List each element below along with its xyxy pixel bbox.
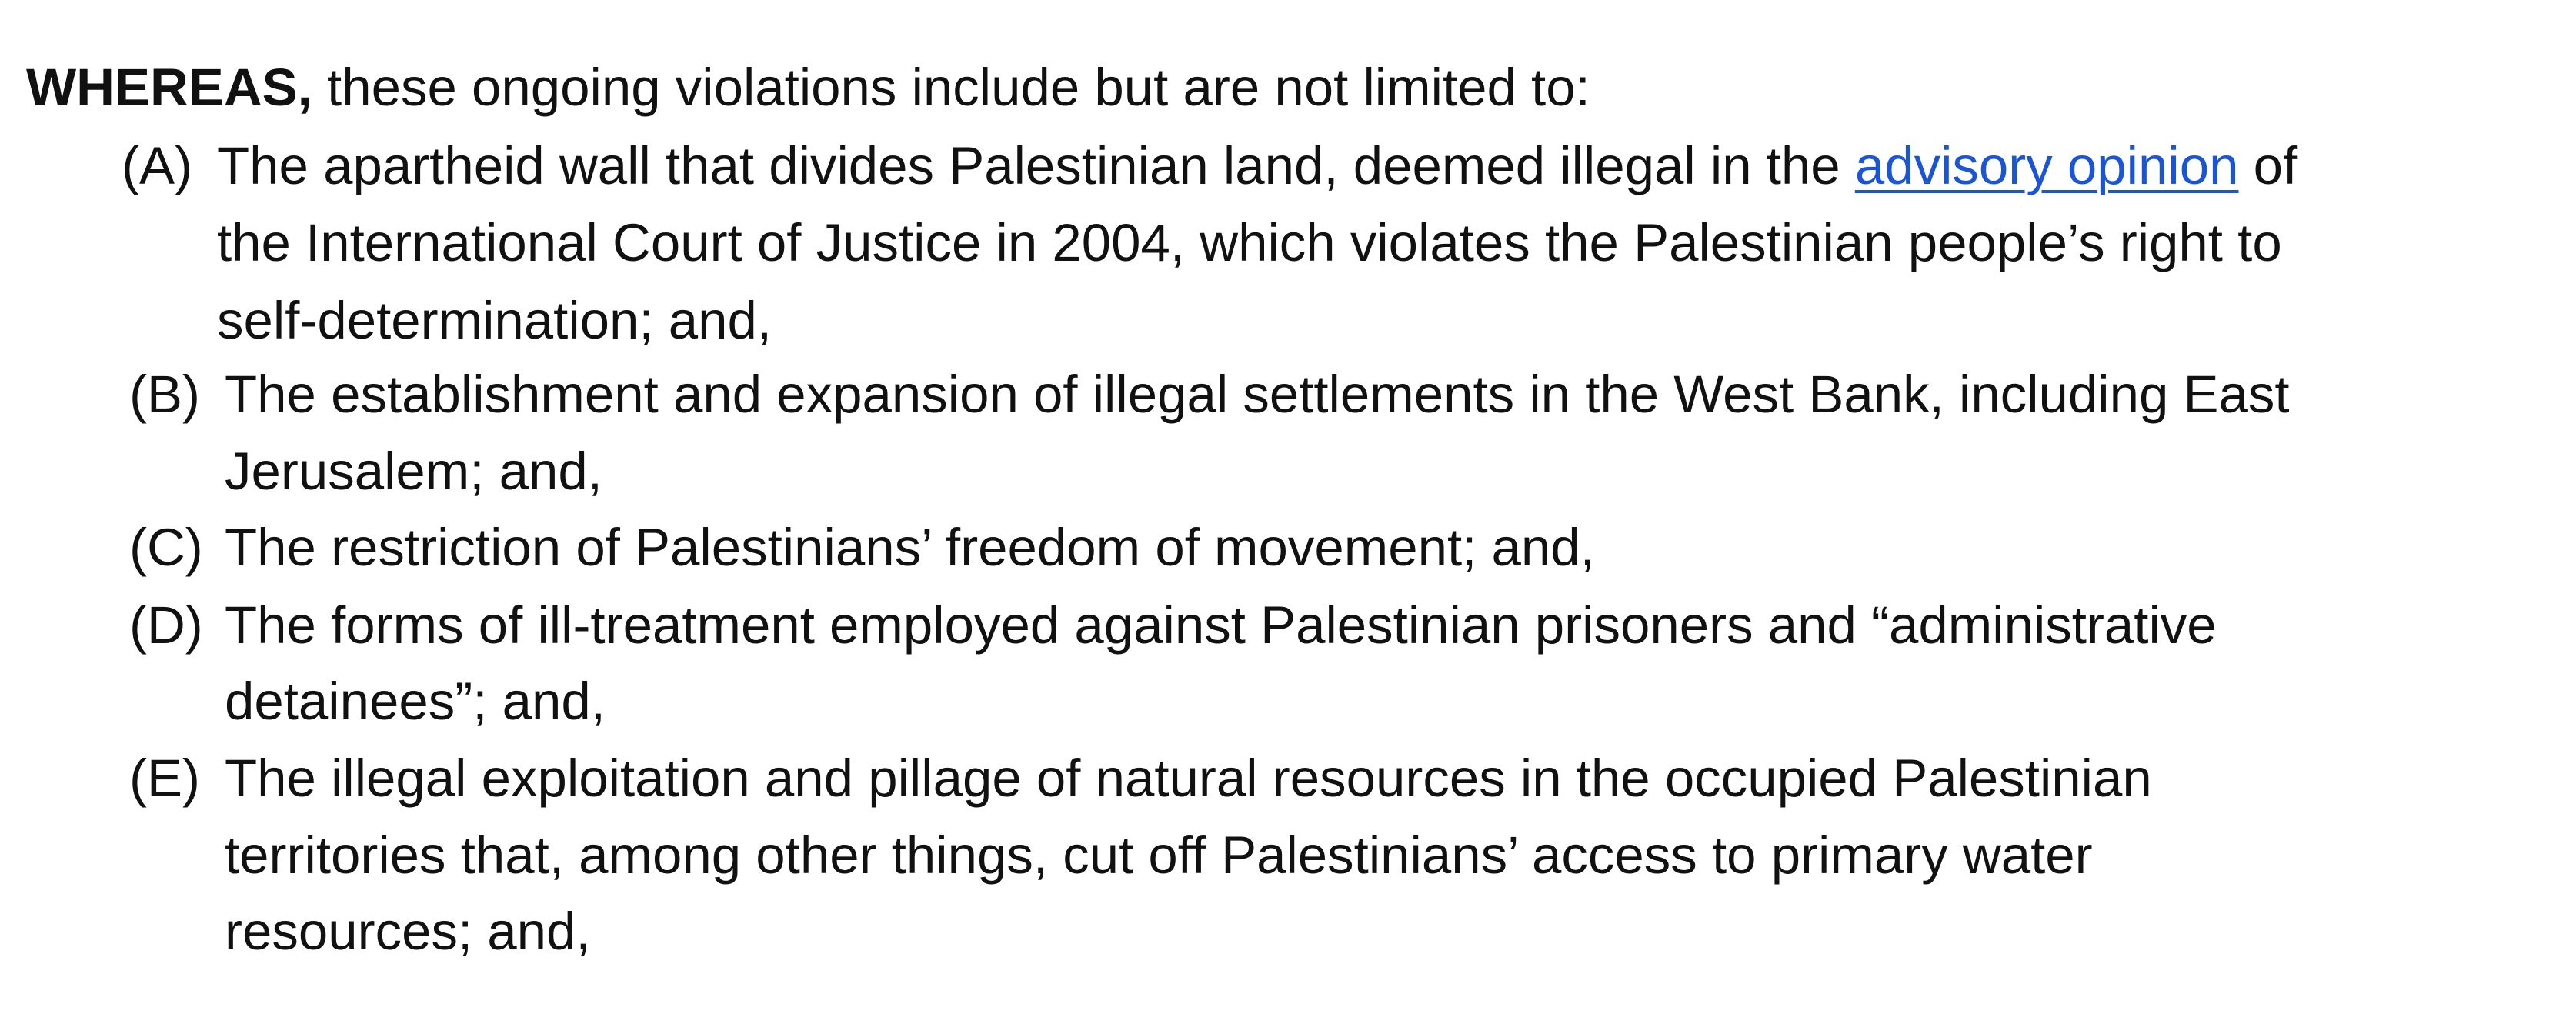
whereas-lead: WHEREAS,: [26, 58, 312, 117]
item-a-line-1: [217, 128, 2297, 205]
item-a-marker: (A): [122, 136, 192, 195]
intro-text: these ongoing violations include but are not limited to:: [312, 58, 1590, 117]
item-c-line-1: The restriction of Palestinians’ freedom of movement; and,: [225, 518, 1595, 577]
item-b-line-2: Jerusalem; and,: [225, 442, 602, 501]
item-a-text-before-link: The apartheid wall that divides Palestinian land, deemed illegal in the: [217, 136, 1855, 195]
item-d-marker: (D): [129, 595, 203, 655]
item-d-line-1: The forms of ill-treatment employed against Palestinian prisoners and “administrative: [225, 595, 2217, 655]
item-e-line-2: territories that, among other things, cut off Palestinians’ access to primary water: [225, 826, 2093, 885]
item-e-line-1: The illegal exploitation and pillage of natural resources in the occupied Palestinian: [225, 749, 2152, 808]
item-e-marker: (E): [129, 749, 200, 808]
item-d-line-2: detainees”; and,: [225, 672, 606, 731]
item-a-line-2: the International Court of Justice in 2004, which violates the Palestinian people’s right to: [217, 213, 2282, 272]
intro-paragraph: [26, 49, 1590, 126]
item-b-line-1: The establishment and expansion of illegal settlements in the West Bank, including East: [225, 365, 2290, 424]
item-a-text-after-link: of: [2238, 136, 2298, 195]
item-b-marker: (B): [129, 365, 200, 424]
item-a-line-3: self-determination; and,: [217, 291, 772, 350]
item-e-line-3: resources; and,: [225, 902, 591, 961]
item-c-marker: (C): [129, 518, 203, 577]
advisory-opinion-link[interactable]: advisory opinion: [1854, 136, 2239, 195]
